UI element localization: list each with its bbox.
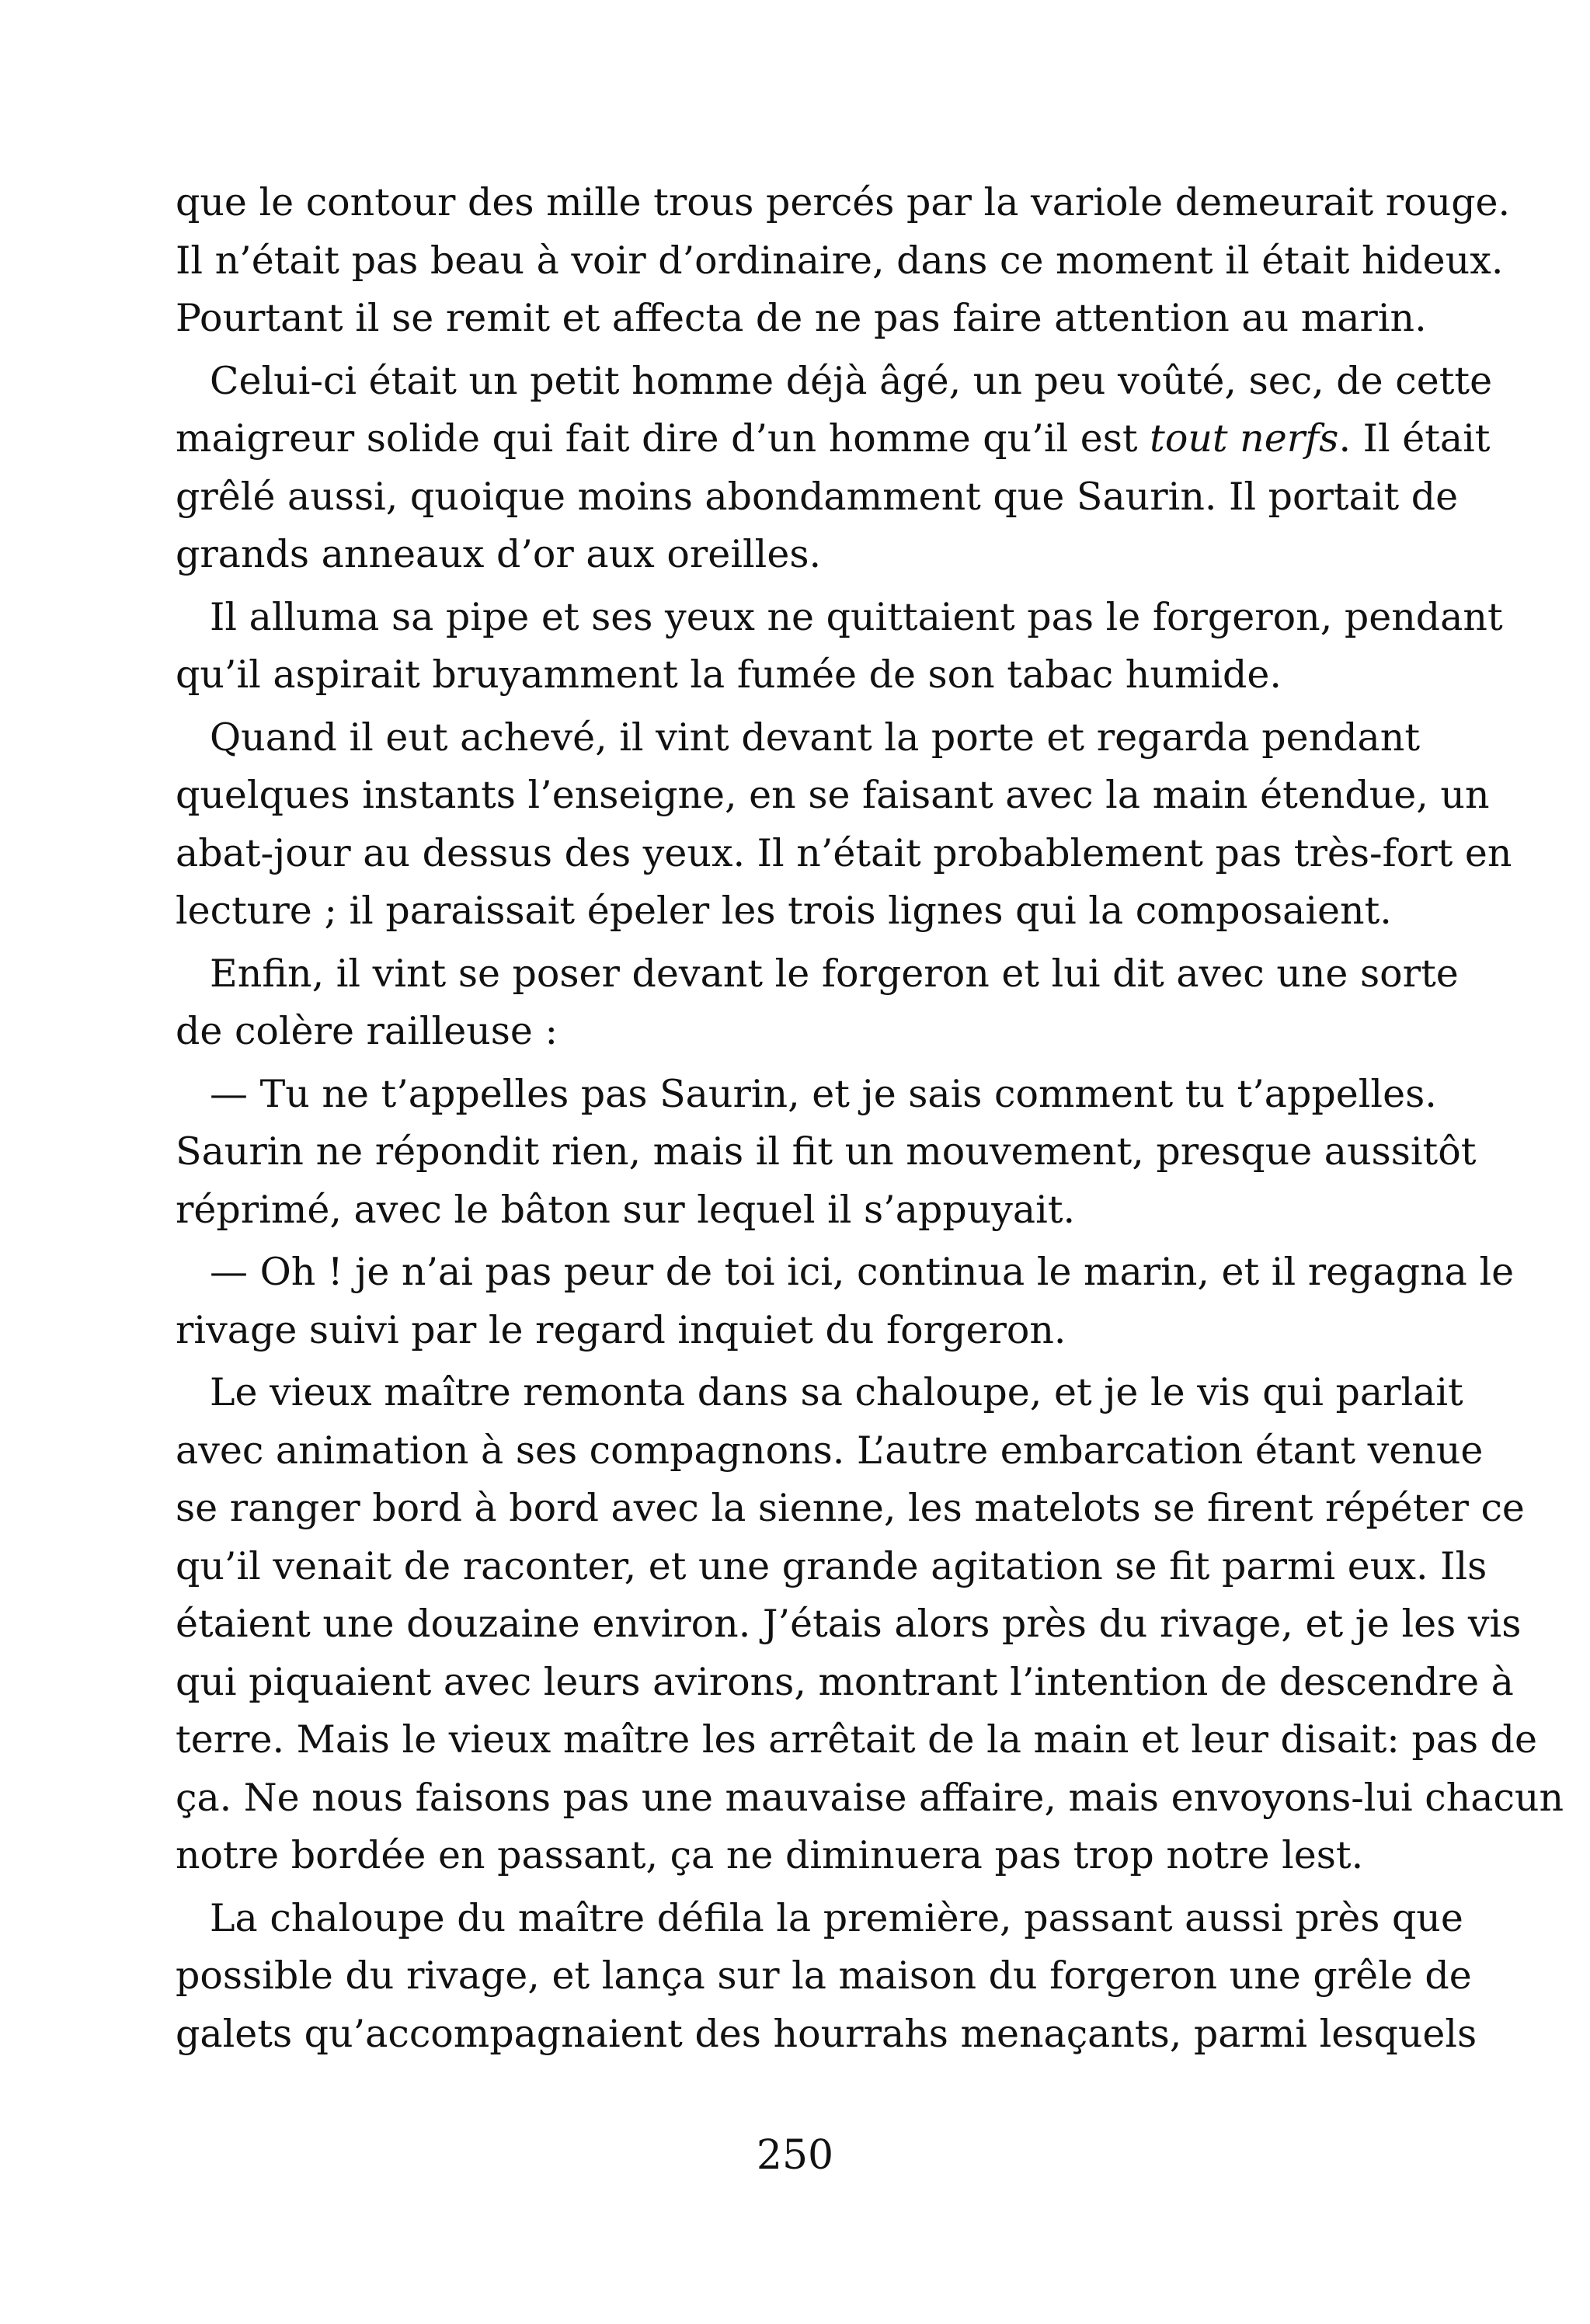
text-line: abat-jour au dessus des yeux. Il n’était probablement pas très-fort en — [176, 830, 1512, 875]
text-line: Le vieux maître remonta dans sa chaloupe, et je le vis qui parlait — [210, 1370, 1463, 1414]
text-line: — Oh ! je n’ai pas peur de toi ici, continua le marin, et il regagna le — [210, 1250, 1515, 1294]
text-line: qu’il aspirait bruyamment la fumée de son tabac humide. — [176, 652, 1282, 697]
text-line: grands anneaux d’or aux oreilles. — [176, 532, 822, 576]
text-fragment: maigreur solide qui fait dire d’un homme qu’il est — [176, 416, 1150, 461]
text-line: qu’il venait de raconter, et une grande agitation se fit parmi eux. Ils — [176, 1543, 1487, 1588]
text-line: que le contour des mille trous percés par la variole demeurait rouge. — [176, 180, 1511, 224]
text-line: de colère railleuse : — [176, 1009, 558, 1053]
text-line: terre. Mais le vieux maître les arrêtait de la main et leur disait: pas de — [176, 1717, 1538, 1762]
text-line: Quand il eut achevé, il vint devant la porte et regarda pendant — [210, 715, 1421, 760]
page-number: 250 — [756, 2132, 834, 2179]
text-line: Enfin, il vint se poser devant le forgeron et lui dit avec une sorte — [210, 951, 1459, 996]
text-line: avec animation à ses compagnons. L’autre embarcation étant venue — [176, 1428, 1484, 1473]
text-line: réprimé, avec le bâton sur lequel il s’appuyait. — [176, 1187, 1076, 1232]
text-line: La chaloupe du maître défila la première, passant aussi près que — [210, 1895, 1463, 1940]
text-line: quelques instants l’enseigne, en se faisant avec la main étendue, un — [176, 773, 1490, 817]
text-line: lecture ; il paraissait épeler les trois lignes qui la composaient. — [176, 889, 1392, 933]
text-line: Pourtant il se remit et affecta de ne pas faire attention au marin. — [176, 296, 1427, 340]
text-line: grêlé aussi, quoique moins abondamment que Saurin. Il portait de — [176, 474, 1459, 519]
text-line: Il alluma sa pipe et ses yeux ne quittaient pas le forgeron, pendant — [210, 594, 1503, 639]
text-line: Saurin ne répondit rien, mais il fit un mouvement, presque aussitôt — [176, 1129, 1477, 1174]
text-line: possible du rivage, et lança sur la maison du forgeron une grêle de — [176, 1953, 1472, 1998]
text-line: galets qu’accompagnaient des hourrahs menaçants, parmi lesquels — [176, 2011, 1477, 2056]
text-line: étaient une douzaine environ. J’étais alors près du rivage, et je les vis — [176, 1602, 1522, 1646]
text-fragment: . Il était — [1338, 416, 1491, 461]
text-line: ça. Ne nous faisons pas une mauvaise affaire, mais envoyons-lui chacun — [176, 1775, 1564, 1820]
text-line: Il n’était pas beau à voir d’ordinaire, dans ce moment il était hideux. — [176, 238, 1504, 283]
text-line: notre bordée en passant, ça ne diminuera pas trop notre lest. — [176, 1833, 1364, 1877]
text-line: — Tu ne t’appelles pas Saurin, et je sais comment tu t’appelles. — [210, 1071, 1437, 1116]
text-line: se ranger bord à bord avec la sienne, les matelots se firent répéter ce — [176, 1486, 1525, 1530]
text-line: Celui-ci était un petit homme déjà âgé, un peu voûté, sec, de cette — [210, 358, 1493, 403]
text-line: rivage suivi par le regard inquiet du forgeron. — [176, 1307, 1066, 1352]
text-line: qui piquaient avec leurs avirons, montrant l’intention de descendre à — [176, 1659, 1514, 1704]
text-line — [176, 410, 1491, 468]
emphasis-text: tout nerfs — [1150, 416, 1339, 461]
body-text — [176, 174, 1564, 2063]
